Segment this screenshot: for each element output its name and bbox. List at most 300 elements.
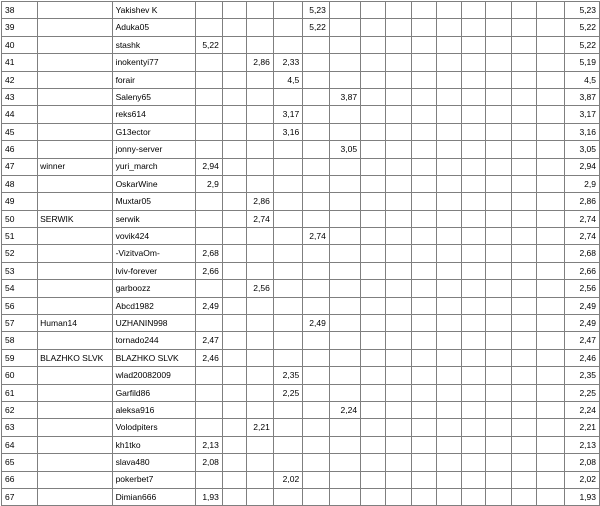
score-cell[interactable] <box>411 19 436 36</box>
score-cell[interactable] <box>511 297 536 314</box>
score-cell[interactable] <box>273 349 302 366</box>
nickname-cell[interactable]: Saleny65 <box>112 88 196 105</box>
score-cell[interactable] <box>386 367 411 384</box>
score-cell[interactable] <box>411 141 436 158</box>
score-cell[interactable] <box>411 158 436 175</box>
score-cell[interactable] <box>361 315 386 332</box>
rank-cell[interactable]: 40 <box>2 36 38 53</box>
score-cell[interactable] <box>329 419 360 436</box>
score-cell[interactable] <box>386 332 411 349</box>
score-cell[interactable] <box>247 454 274 471</box>
total-cell[interactable]: 2,9 <box>565 175 600 192</box>
score-cell[interactable] <box>537 210 565 227</box>
score-cell[interactable] <box>486 436 511 453</box>
score-cell[interactable] <box>537 349 565 366</box>
score-cell[interactable] <box>411 54 436 71</box>
score-cell[interactable] <box>303 471 330 488</box>
score-cell[interactable] <box>196 280 223 297</box>
score-cell[interactable] <box>411 106 436 123</box>
score-cell[interactable]: 5,23 <box>303 2 330 19</box>
score-cell[interactable] <box>329 280 360 297</box>
score-cell[interactable] <box>273 488 302 505</box>
score-cell[interactable] <box>196 71 223 88</box>
score-cell[interactable] <box>303 210 330 227</box>
score-cell[interactable] <box>222 332 246 349</box>
score-cell[interactable] <box>196 401 223 418</box>
score-cell[interactable] <box>222 471 246 488</box>
score-cell[interactable] <box>247 384 274 401</box>
team-cell[interactable] <box>38 19 112 36</box>
score-cell[interactable] <box>411 245 436 262</box>
score-cell[interactable] <box>386 454 411 471</box>
score-cell[interactable]: 2,33 <box>273 54 302 71</box>
score-cell[interactable] <box>411 193 436 210</box>
score-cell[interactable] <box>436 2 461 19</box>
score-cell[interactable] <box>486 262 511 279</box>
score-cell[interactable] <box>537 315 565 332</box>
score-cell[interactable] <box>436 280 461 297</box>
team-cell[interactable] <box>38 419 112 436</box>
score-cell[interactable] <box>436 401 461 418</box>
score-cell[interactable] <box>511 54 536 71</box>
score-cell[interactable] <box>386 193 411 210</box>
score-cell[interactable] <box>386 123 411 140</box>
score-cell[interactable] <box>329 228 360 245</box>
score-cell[interactable] <box>462 19 486 36</box>
score-cell[interactable] <box>462 210 486 227</box>
score-cell[interactable] <box>486 349 511 366</box>
team-cell[interactable] <box>38 384 112 401</box>
score-cell[interactable] <box>436 106 461 123</box>
score-cell[interactable] <box>386 175 411 192</box>
score-cell[interactable] <box>462 419 486 436</box>
score-cell[interactable] <box>511 332 536 349</box>
score-cell[interactable] <box>486 245 511 262</box>
score-cell[interactable] <box>411 332 436 349</box>
score-cell[interactable] <box>462 106 486 123</box>
score-cell[interactable] <box>273 332 302 349</box>
rank-cell[interactable]: 49 <box>2 193 38 210</box>
score-cell[interactable] <box>196 54 223 71</box>
score-cell[interactable]: 2,56 <box>247 280 274 297</box>
score-cell[interactable] <box>462 175 486 192</box>
score-cell[interactable] <box>436 349 461 366</box>
score-cell[interactable] <box>486 367 511 384</box>
score-cell[interactable] <box>247 158 274 175</box>
score-cell[interactable] <box>196 210 223 227</box>
rank-cell[interactable]: 44 <box>2 106 38 123</box>
score-cell[interactable] <box>386 384 411 401</box>
score-cell[interactable] <box>329 158 360 175</box>
score-cell[interactable] <box>486 454 511 471</box>
score-cell[interactable] <box>537 436 565 453</box>
score-cell[interactable] <box>247 88 274 105</box>
score-cell[interactable] <box>273 175 302 192</box>
rank-cell[interactable]: 38 <box>2 2 38 19</box>
rank-cell[interactable]: 61 <box>2 384 38 401</box>
score-cell[interactable] <box>196 384 223 401</box>
score-cell[interactable]: 2,21 <box>247 419 274 436</box>
total-cell[interactable]: 2,21 <box>565 419 600 436</box>
score-cell[interactable] <box>462 158 486 175</box>
score-cell[interactable] <box>436 471 461 488</box>
score-cell[interactable] <box>486 36 511 53</box>
nickname-cell[interactable]: slava480 <box>112 454 196 471</box>
score-cell[interactable] <box>329 71 360 88</box>
score-cell[interactable] <box>537 245 565 262</box>
score-cell[interactable] <box>462 349 486 366</box>
score-cell[interactable] <box>537 71 565 88</box>
team-cell[interactable] <box>38 36 112 53</box>
nickname-cell[interactable]: garboozz <box>112 280 196 297</box>
total-cell[interactable]: 1,93 <box>565 488 600 505</box>
score-cell[interactable] <box>273 436 302 453</box>
total-cell[interactable]: 2,24 <box>565 401 600 418</box>
rank-cell[interactable]: 51 <box>2 228 38 245</box>
score-cell[interactable]: 4,5 <box>273 71 302 88</box>
score-cell[interactable] <box>361 123 386 140</box>
score-cell[interactable] <box>537 297 565 314</box>
score-cell[interactable] <box>537 228 565 245</box>
score-cell[interactable] <box>361 454 386 471</box>
score-cell[interactable] <box>222 245 246 262</box>
score-cell[interactable] <box>222 158 246 175</box>
score-cell[interactable] <box>196 471 223 488</box>
score-cell[interactable] <box>386 210 411 227</box>
score-cell[interactable]: 2,9 <box>196 175 223 192</box>
score-cell[interactable] <box>361 228 386 245</box>
rank-cell[interactable]: 52 <box>2 245 38 262</box>
team-cell[interactable] <box>38 2 112 19</box>
score-cell[interactable] <box>303 245 330 262</box>
score-cell[interactable] <box>411 175 436 192</box>
score-cell[interactable]: 2,86 <box>247 54 274 71</box>
score-cell[interactable]: 1,93 <box>196 488 223 505</box>
nickname-cell[interactable]: tornado244 <box>112 332 196 349</box>
score-cell[interactable] <box>222 123 246 140</box>
score-cell[interactable] <box>486 19 511 36</box>
rank-cell[interactable]: 41 <box>2 54 38 71</box>
score-cell[interactable] <box>273 315 302 332</box>
score-cell[interactable] <box>222 488 246 505</box>
score-cell[interactable] <box>196 419 223 436</box>
score-cell[interactable] <box>303 71 330 88</box>
nickname-cell[interactable]: jonny-server <box>112 141 196 158</box>
score-cell[interactable] <box>329 210 360 227</box>
score-cell[interactable] <box>329 36 360 53</box>
score-cell[interactable] <box>462 436 486 453</box>
total-cell[interactable]: 5,19 <box>565 54 600 71</box>
nickname-cell[interactable]: Yakishev K <box>112 2 196 19</box>
score-cell[interactable] <box>361 71 386 88</box>
score-cell[interactable] <box>537 384 565 401</box>
score-cell[interactable] <box>273 19 302 36</box>
score-cell[interactable] <box>486 384 511 401</box>
score-cell[interactable] <box>329 245 360 262</box>
nickname-cell[interactable]: Aduka05 <box>112 19 196 36</box>
score-cell[interactable] <box>462 297 486 314</box>
score-cell[interactable] <box>329 488 360 505</box>
score-cell[interactable] <box>273 245 302 262</box>
score-cell[interactable]: 2,68 <box>196 245 223 262</box>
score-cell[interactable] <box>222 280 246 297</box>
score-cell[interactable] <box>486 71 511 88</box>
score-cell[interactable] <box>411 349 436 366</box>
rank-cell[interactable]: 42 <box>2 71 38 88</box>
score-cell[interactable] <box>411 88 436 105</box>
score-cell[interactable] <box>196 106 223 123</box>
score-cell[interactable] <box>411 228 436 245</box>
team-cell[interactable] <box>38 106 112 123</box>
score-cell[interactable] <box>386 228 411 245</box>
score-cell[interactable] <box>361 349 386 366</box>
score-cell[interactable] <box>329 19 360 36</box>
score-cell[interactable] <box>386 88 411 105</box>
score-cell[interactable] <box>436 454 461 471</box>
score-cell[interactable] <box>511 210 536 227</box>
score-cell[interactable] <box>411 419 436 436</box>
score-cell[interactable] <box>386 349 411 366</box>
score-cell[interactable] <box>486 210 511 227</box>
score-cell[interactable] <box>361 262 386 279</box>
score-cell[interactable] <box>411 471 436 488</box>
nickname-cell[interactable]: yuri_march <box>112 158 196 175</box>
score-cell[interactable] <box>537 401 565 418</box>
score-cell[interactable] <box>361 19 386 36</box>
score-cell[interactable] <box>222 71 246 88</box>
total-cell[interactable]: 2,02 <box>565 471 600 488</box>
score-cell[interactable] <box>329 54 360 71</box>
score-cell[interactable] <box>222 193 246 210</box>
score-cell[interactable] <box>222 228 246 245</box>
score-cell[interactable] <box>537 54 565 71</box>
score-cell[interactable] <box>511 384 536 401</box>
rank-cell[interactable]: 63 <box>2 419 38 436</box>
score-cell[interactable] <box>462 454 486 471</box>
nickname-cell[interactable]: kh1tko <box>112 436 196 453</box>
score-cell[interactable] <box>537 2 565 19</box>
total-cell[interactable]: 2,86 <box>565 193 600 210</box>
nickname-cell[interactable]: wlad20082009 <box>112 367 196 384</box>
score-cell[interactable] <box>361 158 386 175</box>
score-cell[interactable]: 5,22 <box>196 36 223 53</box>
score-cell[interactable] <box>247 262 274 279</box>
rank-cell[interactable]: 66 <box>2 471 38 488</box>
score-cell[interactable] <box>436 193 461 210</box>
score-cell[interactable]: 3,17 <box>273 106 302 123</box>
score-cell[interactable] <box>537 193 565 210</box>
score-cell[interactable] <box>361 280 386 297</box>
score-cell[interactable] <box>462 262 486 279</box>
score-cell[interactable] <box>222 36 246 53</box>
score-cell[interactable] <box>196 88 223 105</box>
score-cell[interactable] <box>247 332 274 349</box>
score-cell[interactable]: 2,86 <box>247 193 274 210</box>
total-cell[interactable]: 3,05 <box>565 141 600 158</box>
rank-cell[interactable]: 48 <box>2 175 38 192</box>
score-cell[interactable] <box>486 471 511 488</box>
score-cell[interactable] <box>222 384 246 401</box>
score-cell[interactable] <box>511 401 536 418</box>
score-cell[interactable] <box>303 419 330 436</box>
score-cell[interactable] <box>361 88 386 105</box>
score-cell[interactable] <box>361 471 386 488</box>
score-cell[interactable] <box>303 141 330 158</box>
score-cell[interactable] <box>436 141 461 158</box>
score-cell[interactable] <box>386 297 411 314</box>
score-cell[interactable] <box>247 19 274 36</box>
score-cell[interactable] <box>196 123 223 140</box>
score-cell[interactable] <box>386 419 411 436</box>
score-cell[interactable]: 2,13 <box>196 436 223 453</box>
score-cell[interactable] <box>273 401 302 418</box>
total-cell[interactable]: 2,74 <box>565 210 600 227</box>
score-cell[interactable] <box>511 488 536 505</box>
score-cell[interactable] <box>486 419 511 436</box>
score-cell[interactable] <box>436 419 461 436</box>
score-cell[interactable] <box>511 349 536 366</box>
nickname-cell[interactable]: serwik <box>112 210 196 227</box>
score-cell[interactable] <box>462 471 486 488</box>
score-cell[interactable] <box>303 123 330 140</box>
score-cell[interactable]: 2,25 <box>273 384 302 401</box>
score-cell[interactable] <box>511 175 536 192</box>
score-cell[interactable] <box>222 141 246 158</box>
score-cell[interactable] <box>511 36 536 53</box>
score-cell[interactable] <box>329 384 360 401</box>
score-cell[interactable] <box>329 436 360 453</box>
score-cell[interactable] <box>411 488 436 505</box>
score-cell[interactable] <box>386 158 411 175</box>
score-cell[interactable] <box>247 349 274 366</box>
total-cell[interactable]: 2,94 <box>565 158 600 175</box>
score-cell[interactable] <box>303 262 330 279</box>
team-cell[interactable] <box>38 454 112 471</box>
score-cell[interactable] <box>511 141 536 158</box>
nickname-cell[interactable]: Abcd1982 <box>112 297 196 314</box>
score-cell[interactable] <box>511 228 536 245</box>
nickname-cell[interactable]: Dimian666 <box>112 488 196 505</box>
team-cell[interactable] <box>38 141 112 158</box>
score-cell[interactable] <box>537 158 565 175</box>
nickname-cell[interactable]: aleksa916 <box>112 401 196 418</box>
score-cell[interactable] <box>411 210 436 227</box>
score-cell[interactable]: 2,66 <box>196 262 223 279</box>
rank-cell[interactable]: 67 <box>2 488 38 505</box>
score-cell[interactable] <box>247 367 274 384</box>
score-cell[interactable] <box>511 315 536 332</box>
score-cell[interactable] <box>303 332 330 349</box>
score-cell[interactable] <box>247 436 274 453</box>
team-cell[interactable] <box>38 401 112 418</box>
score-cell[interactable] <box>462 54 486 71</box>
score-cell[interactable] <box>222 315 246 332</box>
score-cell[interactable] <box>386 141 411 158</box>
score-cell[interactable]: 2,35 <box>273 367 302 384</box>
score-cell[interactable] <box>196 141 223 158</box>
score-cell[interactable] <box>361 332 386 349</box>
score-cell[interactable] <box>361 436 386 453</box>
score-cell[interactable] <box>247 245 274 262</box>
score-cell[interactable] <box>361 141 386 158</box>
score-cell[interactable] <box>486 106 511 123</box>
score-cell[interactable] <box>411 384 436 401</box>
score-cell[interactable] <box>537 367 565 384</box>
total-cell[interactable]: 5,22 <box>565 36 600 53</box>
score-cell[interactable] <box>462 88 486 105</box>
score-cell[interactable] <box>222 349 246 366</box>
team-cell[interactable] <box>38 228 112 245</box>
total-cell[interactable]: 2,66 <box>565 262 600 279</box>
total-cell[interactable]: 3,16 <box>565 123 600 140</box>
total-cell[interactable]: 2,13 <box>565 436 600 453</box>
score-cell[interactable]: 2,08 <box>196 454 223 471</box>
score-cell[interactable] <box>436 123 461 140</box>
nickname-cell[interactable]: Garfild86 <box>112 384 196 401</box>
score-cell[interactable] <box>222 2 246 19</box>
score-cell[interactable] <box>303 367 330 384</box>
score-cell[interactable] <box>486 158 511 175</box>
score-cell[interactable] <box>196 193 223 210</box>
team-cell[interactable]: Human14 <box>38 315 112 332</box>
total-cell[interactable]: 5,23 <box>565 2 600 19</box>
score-cell[interactable] <box>462 228 486 245</box>
team-cell[interactable] <box>38 175 112 192</box>
score-cell[interactable] <box>462 245 486 262</box>
score-cell[interactable] <box>386 54 411 71</box>
score-cell[interactable] <box>386 315 411 332</box>
rank-cell[interactable]: 62 <box>2 401 38 418</box>
score-cell[interactable] <box>247 175 274 192</box>
score-cell[interactable]: 2,46 <box>196 349 223 366</box>
score-cell[interactable] <box>486 141 511 158</box>
score-cell[interactable]: 3,05 <box>329 141 360 158</box>
score-cell[interactable] <box>329 367 360 384</box>
score-cell[interactable] <box>361 210 386 227</box>
score-cell[interactable] <box>537 19 565 36</box>
nickname-cell[interactable]: stashk <box>112 36 196 53</box>
score-cell[interactable] <box>436 54 461 71</box>
score-cell[interactable] <box>537 123 565 140</box>
total-cell[interactable]: 2,56 <box>565 280 600 297</box>
rank-cell[interactable]: 54 <box>2 280 38 297</box>
score-cell[interactable] <box>361 488 386 505</box>
score-cell[interactable] <box>303 349 330 366</box>
score-cell[interactable] <box>247 2 274 19</box>
score-cell[interactable] <box>329 123 360 140</box>
score-cell[interactable] <box>511 245 536 262</box>
team-cell[interactable] <box>38 88 112 105</box>
score-cell[interactable] <box>462 141 486 158</box>
score-cell[interactable] <box>303 454 330 471</box>
total-cell[interactable]: 3,17 <box>565 106 600 123</box>
score-cell[interactable] <box>273 297 302 314</box>
total-cell[interactable]: 2,25 <box>565 384 600 401</box>
score-cell[interactable] <box>537 280 565 297</box>
score-cell[interactable] <box>361 384 386 401</box>
score-cell[interactable] <box>386 2 411 19</box>
score-cell[interactable] <box>486 488 511 505</box>
score-cell[interactable] <box>511 454 536 471</box>
total-cell[interactable]: 5,22 <box>565 19 600 36</box>
total-cell[interactable]: 2,47 <box>565 332 600 349</box>
score-cell[interactable] <box>537 141 565 158</box>
score-cell[interactable] <box>436 36 461 53</box>
score-cell[interactable] <box>196 315 223 332</box>
score-cell[interactable] <box>436 245 461 262</box>
score-cell[interactable] <box>222 436 246 453</box>
score-cell[interactable] <box>462 2 486 19</box>
